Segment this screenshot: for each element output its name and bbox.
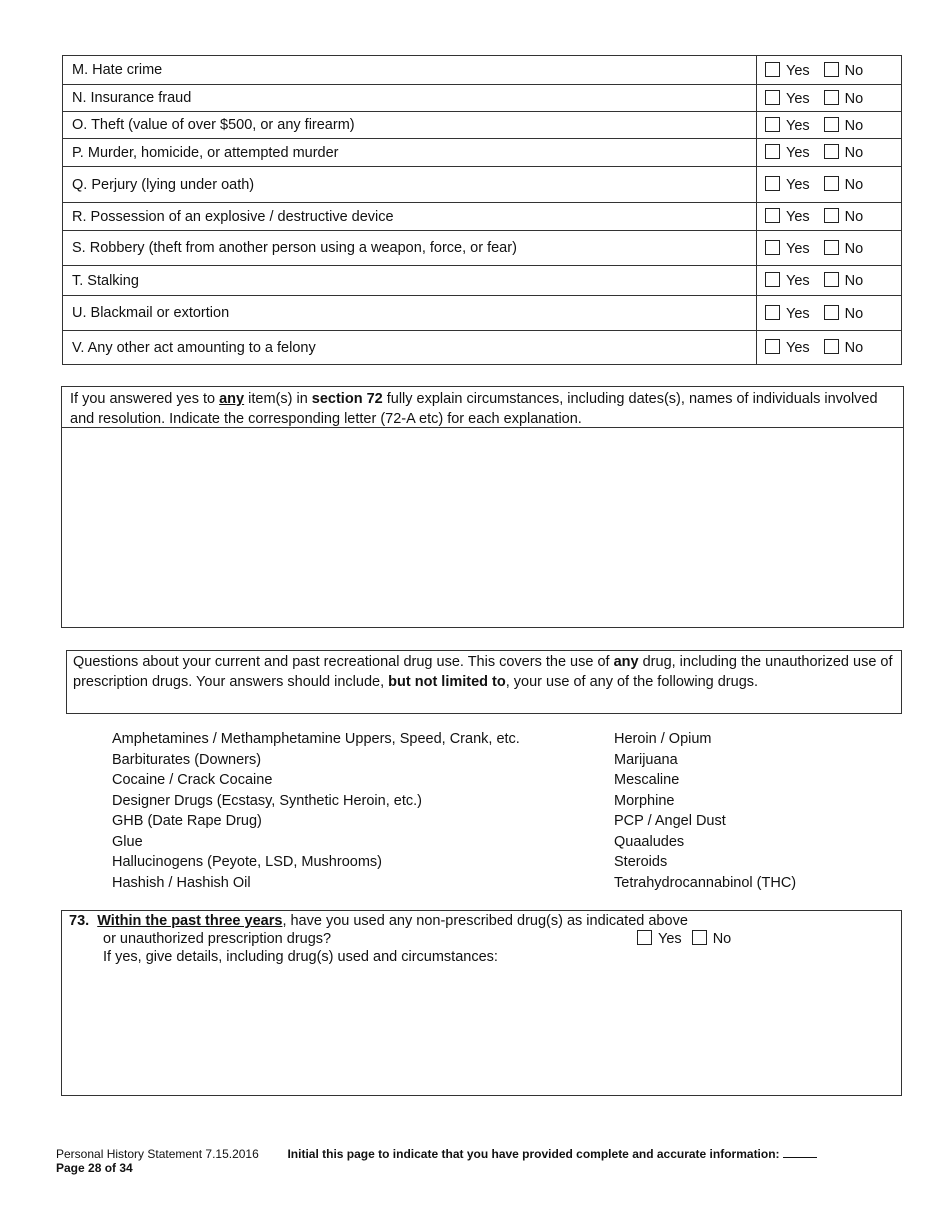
yes-checkbox[interactable] — [765, 62, 780, 77]
table-row — [63, 203, 902, 231]
list-item: PCP / Angel Dust — [614, 813, 726, 829]
initial-field[interactable] — [783, 1146, 817, 1158]
question-label: R. Possession of an explosive / destructive device — [63, 203, 757, 231]
yes-no-cell: Yes No — [757, 56, 902, 85]
q73-no-checkbox[interactable] — [692, 930, 707, 945]
initial-instruction: Initial this page to indicate that you have provided complete and accurate information: — [287, 1147, 780, 1161]
list-item: Hallucinogens (Peyote, LSD, Mushrooms) — [112, 854, 382, 870]
table-row — [63, 331, 902, 365]
explanation-answer-area[interactable] — [62, 428, 903, 624]
no-checkbox[interactable] — [824, 208, 839, 223]
no-checkbox[interactable] — [824, 305, 839, 320]
list-item: Hashish / Hashish Oil — [112, 874, 251, 891]
q73-yes-checkbox[interactable] — [637, 930, 652, 945]
list-item: Mescaline — [614, 772, 680, 788]
yes-checkbox[interactable] — [765, 339, 780, 354]
no-checkbox[interactable] — [824, 90, 839, 105]
list-item: Heroin / Opium — [614, 731, 712, 747]
no-checkbox[interactable] — [824, 144, 839, 159]
no-checkbox[interactable] — [824, 117, 839, 132]
drug-use-intro: Questions about your current and past recreational drug use. This covers the use of any drug, including the unauthorized use of prescription drugs. Your answers should include, but not limited to, your use of any of the following drugs. — [66, 650, 902, 714]
yes-no-cell: Yes No — [757, 203, 902, 231]
explanation-box — [61, 386, 904, 628]
yes-checkbox[interactable] — [765, 144, 780, 159]
table-row — [63, 85, 902, 112]
yes-checkbox[interactable] — [765, 272, 780, 287]
no-checkbox[interactable] — [824, 272, 839, 287]
question-73-line2: or unauthorized prescription drugs? — [103, 931, 332, 947]
yes-no-cell: Yes No — [757, 331, 902, 365]
no-checkbox[interactable] — [824, 240, 839, 255]
question-label: O. Theft (value of over $500, or any firearm) — [63, 112, 757, 139]
list-item: Steroids — [614, 854, 668, 870]
table-row — [63, 231, 902, 266]
yes-no-cell: Yes No — [757, 139, 902, 167]
question-label: Q. Perjury (lying under oath) — [63, 167, 757, 203]
list-item: Tetrahydrocannabinol (THC) — [614, 874, 797, 891]
list-item: Cocaine / Crack Cocaine — [112, 772, 273, 788]
table-row — [63, 266, 902, 296]
list-item: Glue — [112, 833, 143, 850]
question-73-line3: If yes, give details, including drug(s) used and circumstances: — [103, 949, 498, 965]
table-row — [63, 112, 902, 139]
page-footer — [56, 1146, 817, 1175]
question-label: N. Insurance fraud — [63, 85, 757, 112]
no-checkbox[interactable] — [824, 62, 839, 77]
question-label: S. Robbery (theft from another person using a weapon, force, or fear) — [63, 231, 757, 266]
question-label: V. Any other act amounting to a felony — [63, 331, 757, 365]
question-73-box — [61, 910, 902, 1096]
no-checkbox[interactable] — [824, 176, 839, 191]
list-item: Amphetamines / Methamphetamine Uppers, Speed, Crank, etc. — [112, 731, 520, 747]
offense-questions-table — [62, 55, 902, 365]
yes-no-cell: Yes No — [757, 296, 902, 331]
list-item: Designer Drugs (Ecstasy, Synthetic Heroin, etc.) — [112, 792, 422, 809]
yes-no-cell: Yes No — [757, 167, 902, 203]
no-checkbox[interactable] — [824, 339, 839, 354]
drug-list-left — [112, 729, 520, 893]
document-version: Personal History Statement 7.15.2016 — [56, 1147, 259, 1161]
question-label: M. Hate crime — [63, 56, 757, 85]
yes-checkbox[interactable] — [765, 208, 780, 223]
yes-no-cell: Yes No — [757, 231, 902, 266]
drug-list-right — [614, 729, 796, 893]
yes-checkbox[interactable] — [765, 176, 780, 191]
yes-checkbox[interactable] — [765, 117, 780, 132]
question-73-line1: 73. Within the past three years, have you used any non-prescribed drug(s) as indicated above — [69, 913, 688, 929]
yes-checkbox[interactable] — [765, 240, 780, 255]
table-row — [63, 296, 902, 331]
yes-no-cell: Yes No — [757, 266, 902, 296]
yes-checkbox[interactable] — [765, 90, 780, 105]
question-73-yes-no: Yes No — [637, 930, 731, 948]
yes-no-cell: Yes No — [757, 112, 902, 139]
question-label: P. Murder, homicide, or attempted murder — [63, 139, 757, 167]
list-item: GHB (Date Rape Drug) — [112, 813, 262, 829]
explanation-instructions: If you answered yes to any item(s) in section 72 fully explain circumstances, including dates(s), names of individuals involved and resolution. Indicate the corresponding letter (72-A etc) for each explanation. — [62, 387, 903, 428]
yes-no-cell: Yes No — [757, 85, 902, 112]
question-label: U. Blackmail or extortion — [63, 296, 757, 331]
table-row — [63, 139, 902, 167]
table-row — [63, 56, 902, 85]
question-label: T. Stalking — [63, 266, 757, 296]
page-number: Page 28 of 34 — [56, 1161, 133, 1175]
question-73-answer-area[interactable] — [62, 969, 901, 1095]
yes-checkbox[interactable] — [765, 305, 780, 320]
list-item: Quaaludes — [614, 833, 685, 850]
list-item: Barbiturates (Downers) — [112, 751, 262, 768]
list-item: Marijuana — [614, 751, 678, 768]
table-row — [63, 167, 902, 203]
list-item: Morphine — [614, 792, 675, 809]
